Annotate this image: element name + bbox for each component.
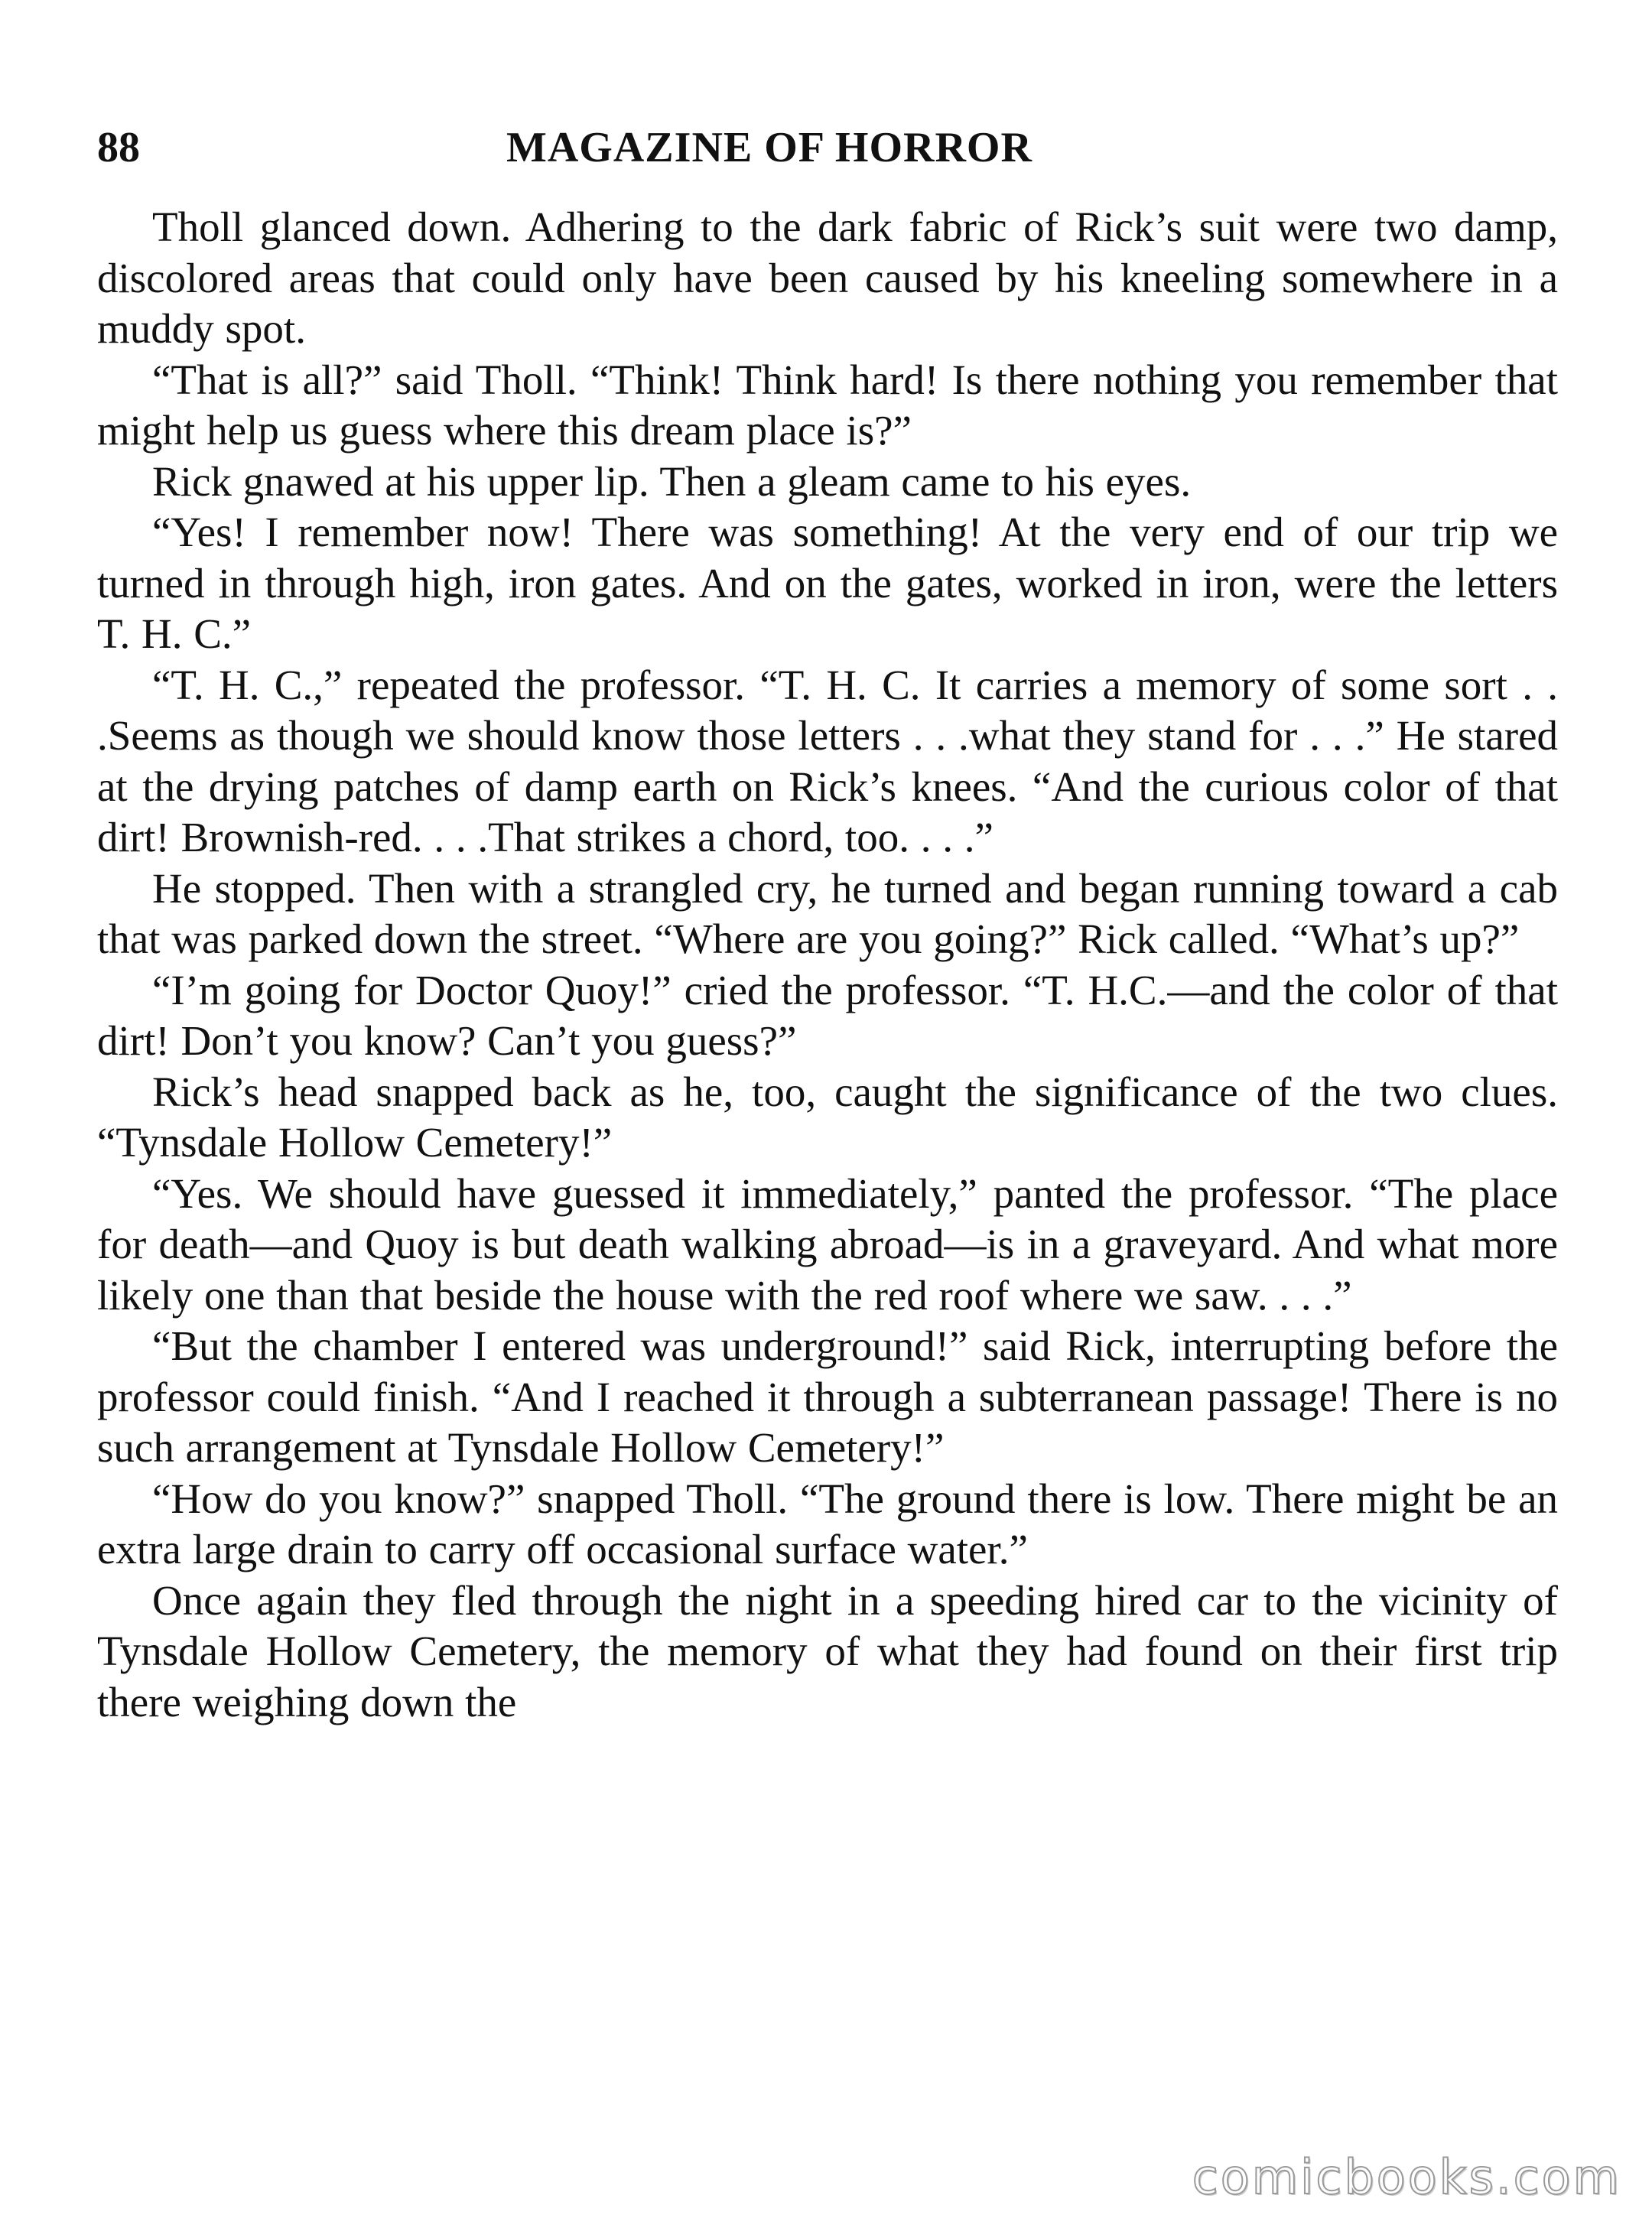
paragraph: Rick gnawed at his upper lip. Then a gleam came to his eyes.: [152, 457, 1192, 505]
paragraph: He stopped. Then with a strangled cry, he turned and began running toward a cab that was parked down the street. “Where are you going?” Rick called. “What’s up?”: [97, 864, 1558, 962]
paragraph: “I’m going for Doctor Quoy!” cried the professor. “T. H.C.—and the color of that dirt! Don’t you know? Can’t you guess?”: [97, 966, 1558, 1064]
paragraph: “How do you know?” snapped Tholl. “The ground there is low. There might be an extra large drain to carry off occasional surface water.”: [97, 1475, 1558, 1572]
page-header: [97, 121, 1566, 174]
paragraph: “T. H. C.,” repeated the professor. “T. H. C. It carries a memory of some sort . . .Seems as though we should know those letters . . .what they stand for . . .” He stared at the drying patches of damp earth on Rick’s knees. “And the curious color of that dirt! Brownish-red. . . .That strikes a chord, too. . . .”: [97, 661, 1558, 860]
site-watermark: comicbooks.com: [1192, 2149, 1621, 2205]
running-head-title: MAGAZINE OF HORROR: [506, 124, 1032, 171]
paragraph: Tholl glanced down. Adhering to the dark fabric of Rick’s suit were two damp, discolored areas that could only have been caused by his kneeling somewhere in a muddy spot.: [97, 203, 1558, 352]
paragraph: Once again they fled through the night in a speeding hired car to the vicinity of Tynsdale Hollow Cemetery, the memory of what they had found on their first trip there weighing down the: [97, 1576, 1558, 1725]
paragraph: “But the chamber I entered was underground!” said Rick, interrupting before the professor could finish. “And I reached it through a subterranean passage! There is no such arrangement at Tynsdale Hollow Cemetery!”: [97, 1322, 1558, 1471]
paragraph: Rick’s head snapped back as he, too, caught the significance of the two clues. “Tynsdale Hollow Cemetery!”: [97, 1068, 1558, 1166]
paragraph: “Yes. We should have guessed it immediately,” panted the professor. “The place for death—and Quoy is but death walking abroad—is in a graveyard. And what more likely one than that beside the house with the red roof where we saw. . . .”: [97, 1169, 1558, 1319]
paragraph: “Yes! I remember now! There was something! At the very end of our trip we turned in through high, iron gates. And on the gates, worked in iron, were the letters T. H. C.”: [97, 509, 1558, 657]
paragraph: “That is all?” said Tholl. “Think! Think hard! Is there nothing you remember that might help us guess where this dream place is?”: [97, 356, 1558, 454]
page-number: 88: [97, 124, 140, 171]
story-text: [97, 202, 1558, 1728]
